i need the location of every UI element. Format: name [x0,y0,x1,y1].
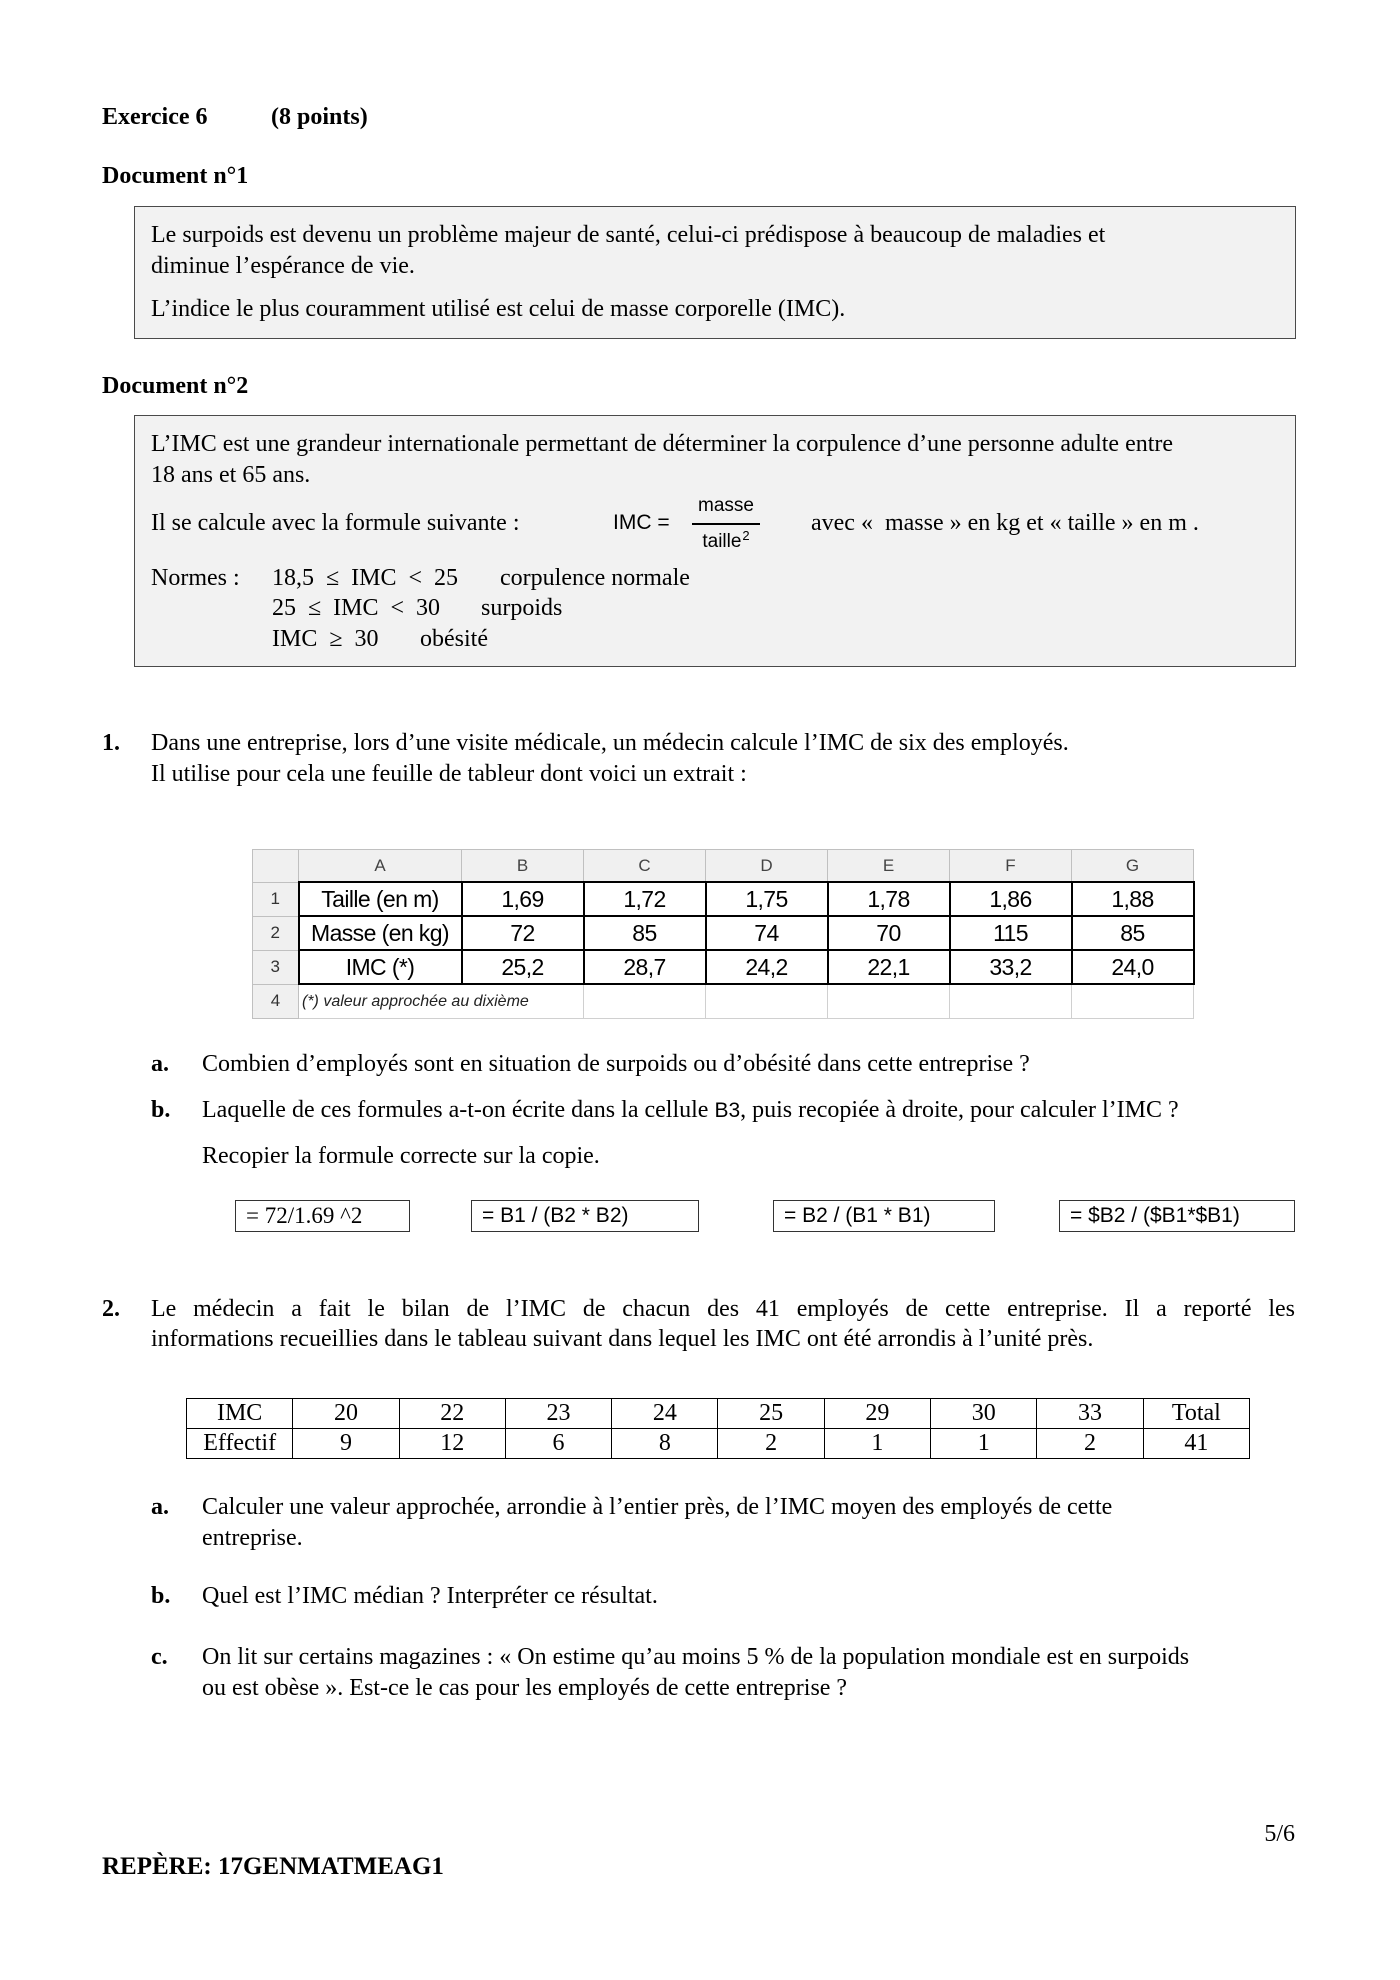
question2-part-c-label: c. [151,1644,168,1670]
table-cell: 1 [824,1429,930,1459]
formula-units: avec « masse » en kg et « taille » en m . [811,510,1199,536]
spreadsheet-cell: 1,72 [584,882,706,916]
row-number: 1 [253,882,299,916]
spreadsheet-cell: 1,78 [828,882,950,916]
table-cell: Total [1143,1399,1249,1429]
spreadsheet-empty-cell [1072,984,1194,1019]
row-number: 3 [253,950,299,984]
question2-part-c-line: On lit sur certains magazines : « On estime qu’au moins 5 % de la population mondiale est en surpoids [202,1644,1190,1670]
table-cell: 33 [1037,1399,1143,1429]
spreadsheet-cell: 115 [950,916,1072,950]
column-header: B [462,850,584,883]
table-cell: 30 [931,1399,1037,1429]
spreadsheet-cell: 22,1 [828,950,950,984]
spreadsheet-column-header-row [253,850,1194,883]
table-cell: 20 [293,1399,399,1429]
page-number: 5/6 [1264,1821,1295,1847]
question2-line: Le médecin a fait le bilan de l’IMC de chacun des 41 employés de cette entreprise. Il a reporté les [151,1296,1295,1322]
norms-label: Normes : [151,565,240,591]
spreadsheet-cell: 1,69 [462,882,584,916]
spreadsheet-cell: 25,2 [462,950,584,984]
formula-option: = $B2 / ($B1*$B1) [1059,1200,1295,1232]
question2-part-a-line: entreprise. [202,1525,303,1551]
part-b-text-after: , puis recopiée à droite, pour calculer l’IMC ? [740,1097,1179,1123]
cell-reference: B3 [714,1099,741,1122]
formula-option: = B1 / (B2 * B2) [471,1200,699,1232]
table-cell: 29 [824,1399,930,1429]
spreadsheet-empty-cell [828,984,950,1019]
document2-intro-line: 18 ans et 65 ans. [151,462,311,488]
spreadsheet-cell: IMC (*) [299,950,462,984]
spreadsheet-cell: 24,2 [706,950,828,984]
document1-line: Le surpoids est devenu un problème majeur de santé, celui-ci prédispose à beaucoup de maladies et [151,222,1106,248]
question1-line: Il utilise pour cela une feuille de tableur dont voici un extrait : [151,761,747,787]
spreadsheet-cell: 74 [706,916,828,950]
formula-lhs: IMC = [613,511,670,534]
question2-number: 2. [102,1296,120,1322]
spreadsheet-cell: 1,75 [706,882,828,916]
imc-frequency-table [186,1398,1250,1459]
table-cell: 2 [1037,1429,1143,1459]
question2-part-b-label: b. [151,1583,171,1609]
question1-part-b-label: b. [151,1097,171,1123]
column-header: C [584,850,706,883]
table-row [187,1429,1250,1459]
norm-range: 18,5 ≤ IMC < 25 [272,565,459,591]
part-b-text-before: Laquelle de ces formules a-t-on écrite dans la cellule [202,1097,715,1123]
spreadsheet-empty-cell [706,984,828,1019]
spreadsheet-empty-cell [950,984,1072,1019]
spreadsheet-cell: Masse (en kg) [299,916,462,950]
spreadsheet-cell: 72 [462,916,584,950]
formula-denominator: taille [702,531,742,552]
spreadsheet-cell: 70 [828,916,950,950]
table-cell: 22 [399,1399,505,1429]
spreadsheet-cell: Taille (en m) [299,882,462,916]
spreadsheet-row [253,882,1194,916]
row-number: 4 [253,984,299,1019]
norm-category: surpoids [481,595,563,621]
question1-part-a-text: Combien d’employés sont en situation de surpoids ou d’obésité dans cette entreprise ? [202,1051,1030,1077]
table-row-label: Effectif [187,1429,293,1459]
spreadsheet-corner-cell [253,850,299,883]
question2-part-b-text: Quel est l’IMC médian ? Interpréter ce résultat. [202,1583,658,1609]
table-cell: 9 [293,1429,399,1459]
column-header: A [299,850,462,883]
table-cell: 24 [612,1399,718,1429]
spreadsheet-cell: 1,86 [950,882,1072,916]
question1-part-a-label: a. [151,1051,169,1077]
spreadsheet-empty-cell [584,984,706,1019]
spreadsheet-cell: 85 [584,916,706,950]
document1-box [134,206,1296,339]
norm-category: corpulence normale [500,565,690,591]
spreadsheet-cell: 1,88 [1072,882,1194,916]
document2-intro-line: L’IMC est une grandeur internationale permettant de déterminer la corpulence d’une personne adulte entre [151,431,1174,457]
table-cell: 2 [718,1429,824,1459]
question2-part-c-line: ou est obèse ». Est-ce le cas pour les employés de cette entreprise ? [202,1675,848,1701]
spreadsheet-cell: 33,2 [950,950,1072,984]
table-cell: 23 [505,1399,611,1429]
formula-intro: Il se calcule avec la formule suivante : [151,510,520,536]
norm-category: obésité [420,626,488,652]
table-cell: 41 [1143,1429,1249,1459]
question1-number: 1. [102,730,120,756]
question2-part-a-line: Calculer une valeur approchée, arrondie à l’entier près, de l’IMC moyen des employés de cette [202,1494,1113,1520]
formula-option: = B2 / (B1 * B1) [773,1200,995,1232]
norm-range: 25 ≤ IMC < 30 [272,595,441,621]
formula-fraction [692,495,760,553]
document1-line: diminue l’espérance de vie. [151,253,415,279]
column-header: E [828,850,950,883]
question2-line: informations recueillies dans le tableau suivant dans lequel les IMC ont été arrondis à l’unité près. [151,1326,1094,1352]
document1-paragraph2: L’indice le plus couramment utilisé est celui de masse corporelle (IMC). [151,296,846,322]
table-cell: 1 [931,1429,1037,1459]
spreadsheet-extract [252,849,1195,1019]
spreadsheet-cell: 24,0 [1072,950,1194,984]
norm-range: IMC ≥ 30 [272,626,379,652]
fraction-bar [692,523,760,525]
spreadsheet-cell: 85 [1072,916,1194,950]
document2-title: Document n°2 [102,373,249,399]
document2-box [134,415,1296,667]
spreadsheet-row [253,916,1194,950]
spreadsheet-cell: 28,7 [584,950,706,984]
document1-title: Document n°1 [102,163,249,189]
formula-denominator-wrap [702,528,750,553]
spreadsheet-note: (*) valeur approchée au dixième [299,984,584,1019]
formula-exponent: 2 [742,528,750,543]
question1-part-b-text [202,1095,1179,1125]
question1-line: Dans une entreprise, lors d’une visite médicale, un médecin calcule l’IMC de six des employés. [151,730,1069,756]
spreadsheet-row [253,950,1194,984]
column-header: F [950,850,1072,883]
question2-part-a-label: a. [151,1494,169,1520]
table-row-label: IMC [187,1399,293,1429]
question1-part-b-instruction: Recopier la formule correcte sur la copie. [202,1143,600,1169]
exam-reference: REPÈRE: 17GENMATMEAG1 [102,1853,444,1880]
table-cell: 6 [505,1429,611,1459]
table-cell: 12 [399,1429,505,1459]
formula-option: = 72/1.69 ^2 [235,1200,410,1232]
column-header: D [706,850,828,883]
table-cell: 8 [612,1429,718,1459]
exercise-points: (8 points) [271,104,368,130]
formula-numerator: masse [698,495,754,516]
column-header: G [1072,850,1194,883]
table-row [187,1399,1250,1429]
row-number: 2 [253,916,299,950]
table-cell: 25 [718,1399,824,1429]
exercise-title: Exercice 6 [102,104,208,130]
spreadsheet-note-row [253,984,1194,1019]
